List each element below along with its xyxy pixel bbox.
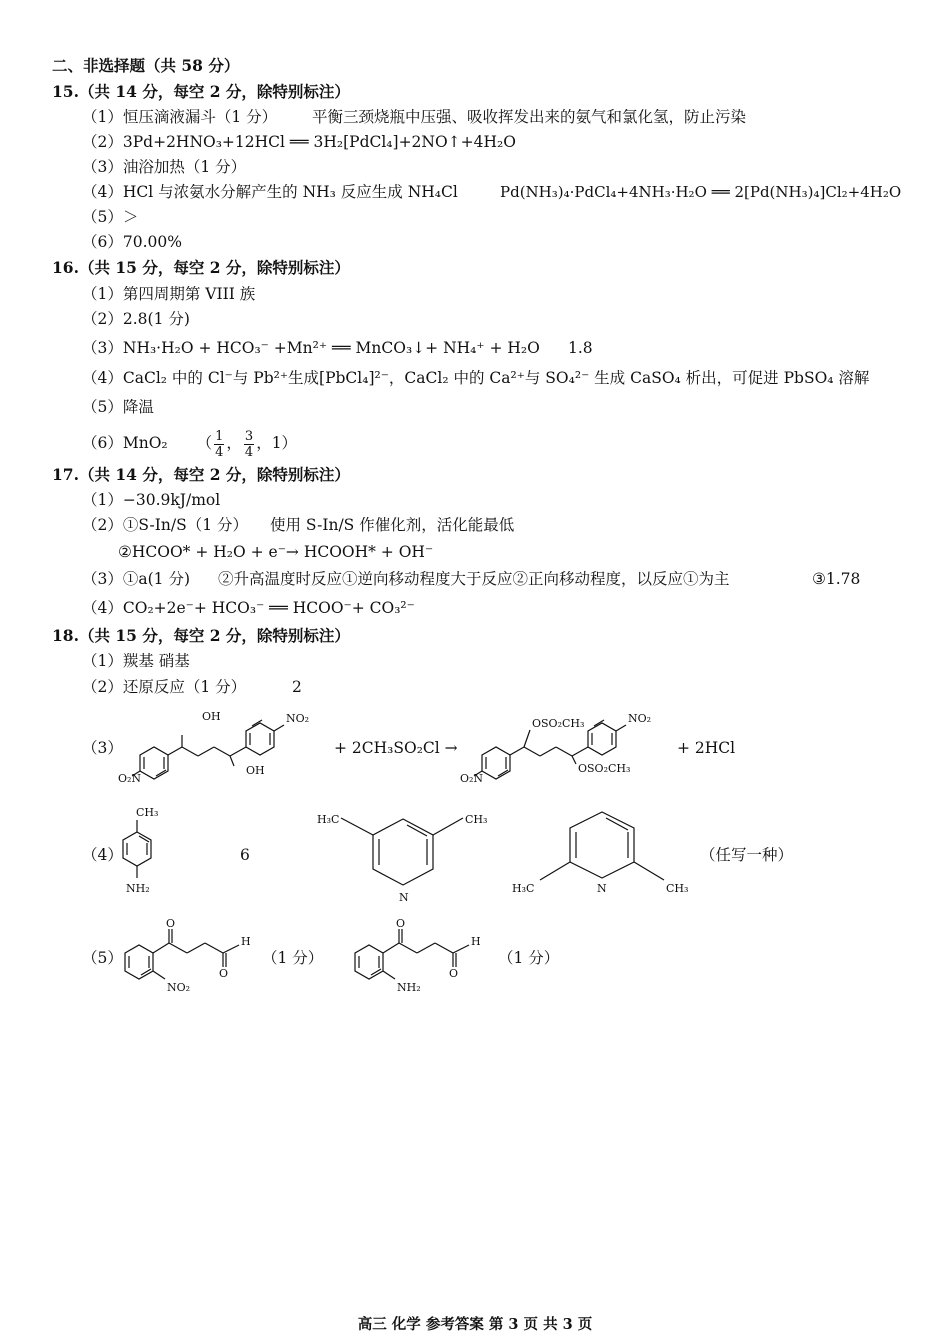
o2n-label: O₂N <box>118 772 142 785</box>
o-label: O <box>396 917 406 930</box>
q18-a4-label: （4） <box>82 846 123 864</box>
q18-a5-score1: （1 分） <box>262 949 324 967</box>
q18-a4-count: 6 <box>240 846 250 864</box>
q15-title: 15.（共 14 分，每空 2 分，除特别标注） <box>52 82 350 101</box>
o-label: O <box>449 967 459 980</box>
q17-a3: （3）①a(1 分) <box>82 570 190 588</box>
oso2ch3-label: OSO₂CH₃ <box>578 762 631 775</box>
p-toluidine-structure <box>112 800 182 905</box>
h3c-label: H₃C <box>512 882 535 895</box>
q18-a4-note: （任写一种） <box>700 846 794 864</box>
q15-a4-2: Pd(NH₃)₄·PdCl₄+4NH₃·H₂O ══ 2[Pd(NH₃)₄]Cl₂+4H₂O <box>500 183 902 201</box>
nitro-aldehyde-structure <box>115 915 260 1000</box>
q18-a2: （2）还原反应（1 分） <box>82 678 247 696</box>
q15-a4: （4）HCl 与浓氨水分解产生的 NH₃ 反应生成 NH₄Cl <box>82 183 458 201</box>
q18-a2-2: 2 <box>292 678 302 696</box>
h-label: H <box>471 935 481 948</box>
page-footer: 高三 化学 参考答案 第 3 页 共 3 页 <box>357 1316 593 1333</box>
q17-a4: （4）CO₂+2e⁻+ HCO₃⁻ ══ HCOO⁻+ CO₃²⁻ <box>82 599 415 617</box>
no2-label: NO₂ <box>286 712 310 725</box>
o-label: O <box>219 967 229 980</box>
lutidine-26-structure <box>510 808 695 903</box>
o2n-label: O₂N <box>460 772 484 785</box>
q16-a6: （6）MnO₂ （ $\frac{1}{4}$ ， $\frac{3}{4}$ ，1） <box>82 428 298 460</box>
o-label: O <box>166 917 176 930</box>
n-label: N <box>399 891 409 904</box>
h-label: H <box>241 935 251 948</box>
oh-label: OH <box>246 764 265 777</box>
q18-a5-score2: （1 分） <box>498 949 560 967</box>
q16-a2: （2）2.8(1 分) <box>82 310 190 328</box>
q17-a1: （1）−30.9kJ/mol <box>82 491 221 509</box>
q15-a2: （2）3Pd+2HNO₃+12HCl ══ 3H₂[PdCl₄]+2NO↑+4H₂O <box>82 133 516 151</box>
q18-a3-plus: + 2CH₃SO₂Cl → <box>334 739 458 757</box>
nh2-label: NH₂ <box>397 981 421 994</box>
ch3-label: CH₃ <box>465 813 488 826</box>
q15-a6: （6）70.00% <box>82 233 182 251</box>
q15-a3: （3）油浴加热（1 分） <box>82 158 247 176</box>
q17-title: 17.（共 14 分，每空 2 分，除特别标注） <box>52 465 350 484</box>
lutidine-35-structure <box>315 805 495 905</box>
oh-label: OH <box>202 710 221 723</box>
nh2-label: NH₂ <box>126 882 150 895</box>
q18-title: 18.（共 15 分，每空 2 分，除特别标注） <box>52 626 350 645</box>
mesylate-product-structure <box>460 700 675 785</box>
q17-a2-2: 使用 S-In/S 作催化剂，活化能最低 <box>270 516 515 534</box>
diol-reactant-structure <box>118 700 333 785</box>
q16-a5: （5）降温 <box>82 398 154 416</box>
ch3-label: CH₃ <box>666 882 689 895</box>
q18-a5-label: （5） <box>82 949 123 967</box>
h3c-label: H₃C <box>317 813 340 826</box>
q15-a1: （1）恒压滴液漏斗（1 分） <box>82 108 278 126</box>
n-label: N <box>597 882 607 895</box>
q16-a4: （4）CaCl₂ 中的 Cl⁻与 Pb²⁺生成[PbCl₄]²⁻，CaCl₂ 中的 Ca²⁺与 SO₄²⁻ 生成 CaSO₄ 析出，可促进 PbSO₄ 溶解 <box>82 369 870 387</box>
q16-a1: （1）第四周期第 VIII 族 <box>82 285 256 303</box>
q16-a3: （3）NH₃·H₂O + HCO₃⁻ +Mn²⁺ ══ MnCO₃↓+ NH₄⁺ + H₂O <box>82 339 540 357</box>
q15-a1-2: 平衡三颈烧瓶中压强、吸收挥发出来的氨气和氯化氢，防止污染 <box>312 108 747 126</box>
q17-a2b: ②HCOO* + H₂O + e⁻→ HCOOH* + OH⁻ <box>118 543 434 561</box>
no2-label: NO₂ <box>167 981 191 994</box>
fraction-1-4: $\frac{1}{4}$ <box>215 428 224 460</box>
q18-a3-product: + 2HCl <box>677 739 736 757</box>
section-title: 二、非选择题（共 58 分） <box>52 56 240 75</box>
ch3-label: CH₃ <box>136 806 159 819</box>
q17-a3-2: ②升高温度时反应①逆向移动程度大于反应②正向移动程度，以反应①为主 <box>218 570 730 588</box>
q17-a2: （2）①S-In/S（1 分） <box>82 516 249 534</box>
q15-a5: （5）＞ <box>82 208 139 226</box>
q18-a1: （1）羰基 硝基 <box>82 652 190 670</box>
amino-aldehyde-structure <box>345 915 495 1000</box>
no2-label: NO₂ <box>628 712 652 725</box>
q16-title: 16.（共 15 分，每空 2 分，除特别标注） <box>52 258 350 277</box>
oso2ch3-label: OSO₂CH₃ <box>532 717 585 730</box>
q18-a3-label: （3） <box>82 739 123 757</box>
q16-a3-2: 1.8 <box>568 339 593 357</box>
q17-a3-3: ③1.78 <box>812 570 861 588</box>
fraction-3-4: $\frac{3}{4}$ <box>244 428 254 460</box>
